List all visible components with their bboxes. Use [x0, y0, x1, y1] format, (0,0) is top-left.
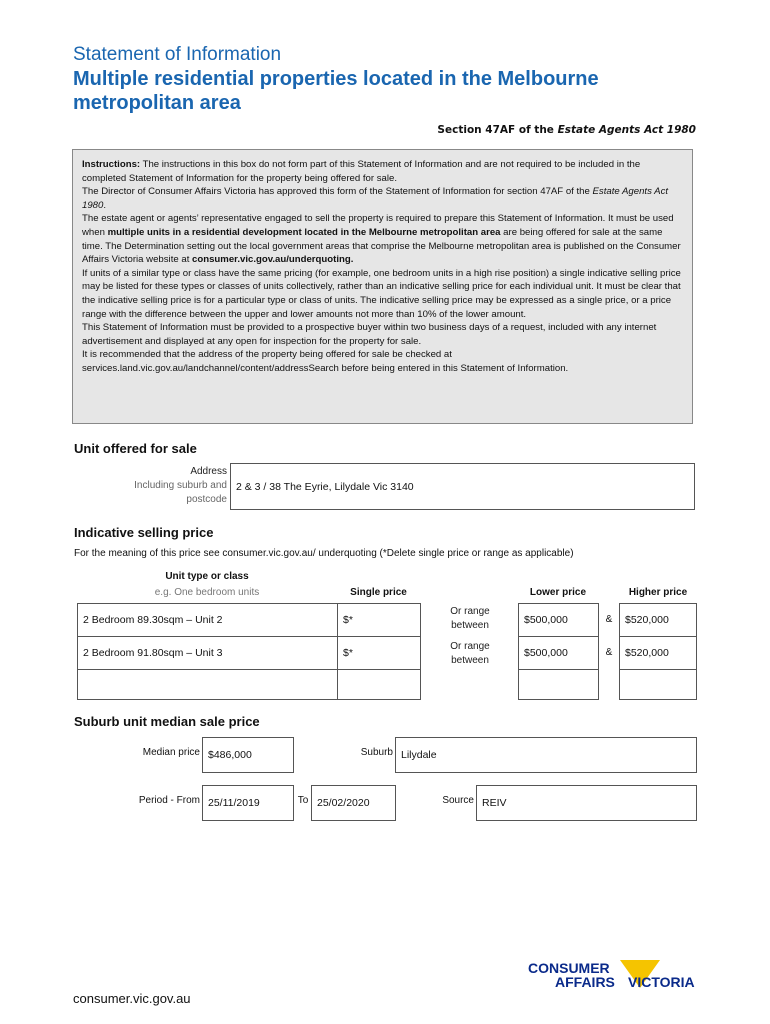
higher-price-field-2[interactable]	[619, 636, 697, 670]
single-price-field-1[interactable]	[337, 603, 421, 637]
unit-offered-heading: Unit offered for sale	[74, 441, 197, 456]
col-single-header: Single price	[350, 587, 407, 598]
address-field[interactable]	[230, 463, 695, 510]
instructions-p3-a: The estate agent or agents’ representative engaged to sell the property is required to prepare this Statement of Information. It must be used when	[82, 213, 674, 238]
instructions-p1	[82, 158, 683, 185]
col-unit-header: Unit type or class	[165, 571, 249, 582]
between-text-1: between	[451, 620, 489, 631]
source-value: REIV	[482, 797, 507, 809]
or-range-text-1: Or range	[450, 606, 490, 617]
period-from-value: 25/11/2019	[208, 797, 260, 809]
instructions-p4: If units of a similar type or class have the same pricing (for example, one bedroom units in a high rise position) a single indicative selling price may be listed for these types or classes of units collectively, rather than an indicative selling price for each individual unit. It must be clear that the indicative selling price is for a particular type or class of units. The indicative selling price may be expressed as a single price, or a price range with the difference between the upper and lower amounts not more than 10% of the lower amount.	[82, 267, 681, 320]
instructions-p1-text: The instructions in this box do not form part of this Statement of Information and are not required to be included in the completed Statement of Information for the property being offered for sale.	[82, 159, 641, 184]
suburb-label: Suburb	[360, 747, 393, 758]
form-title: Statement of Information	[73, 44, 282, 65]
or-range-text-2: Or range	[450, 641, 490, 652]
indicative-note: For the meaning of this price see consumer.vic.gov.au/ underquoting (*Delete single price or range as applicable)	[74, 548, 574, 559]
address-label-block	[100, 465, 227, 507]
svg-text:VICTORIA: VICTORIA	[628, 974, 695, 990]
unit-type-field-1[interactable]	[77, 603, 338, 637]
instructions-label: Instructions:	[82, 159, 141, 170]
median-price-label: Median price	[142, 747, 200, 758]
lower-price-field-3[interactable]	[518, 669, 599, 700]
instructions-p3	[82, 212, 683, 266]
svg-text:AFFAIRS: AFFAIRS	[555, 974, 615, 990]
consumer-affairs-victoria-logo	[528, 958, 708, 998]
instructions-p6: It is recommended that the address of the property being offered for sale be checked at services.land.vic.gov.au/landchannel/content/addressSearch before being entered in this Statement of Information.	[82, 349, 569, 374]
period-to-label: To	[297, 795, 309, 806]
suburb-value: Lilydale	[401, 749, 437, 761]
higher-price-value-2: $520,000	[625, 647, 669, 659]
unit-type-field-2[interactable]	[77, 636, 338, 670]
address-value: 2 & 3 / 38 The Eyrie, Lilydale Vic 3140	[236, 480, 414, 493]
lower-price-field-2[interactable]	[518, 636, 599, 670]
underquoting-link[interactable]: consumer.vic.gov.au/underquoting.	[192, 254, 354, 266]
col-higher-header: Higher price	[628, 587, 688, 598]
unit-type-value-1: 2 Bedroom 89.30sqm – Unit 2	[83, 614, 223, 626]
unit-type-field-3[interactable]	[77, 669, 338, 700]
instructions-p2-text: The Director of Consumer Affairs Victoria has approved this form of the Statement of Information for section 47AF of the	[82, 186, 593, 198]
between-text-2: between	[451, 655, 489, 666]
median-price-field[interactable]	[202, 737, 294, 773]
period-from-field[interactable]	[202, 785, 294, 821]
lower-price-value-1: $500,000	[524, 614, 568, 626]
address-sublabel-2: postcode	[186, 494, 227, 505]
instructions-p5: This Statement of Information must be provided to a prospective buyer within two business days of a request, included with any internet advertisement and displayed at any open for inspection for the property for sale.	[82, 322, 657, 347]
instructions-p2-act: Estate Agents Act 1980	[82, 186, 669, 211]
address-label: Address	[190, 466, 227, 477]
single-price-field-2[interactable]	[337, 636, 421, 670]
unit-type-value-2: 2 Bedroom 91.80sqm – Unit 3	[83, 647, 223, 659]
instructions-p2-end: .	[103, 199, 107, 211]
single-price-value-1: $*	[343, 614, 353, 626]
svg-text:CONSUMER: CONSUMER	[528, 960, 610, 976]
amp-2: &	[605, 647, 613, 658]
single-price-field-3[interactable]	[337, 669, 421, 700]
higher-price-field-1[interactable]	[619, 603, 697, 637]
period-to-field[interactable]	[311, 785, 396, 821]
median-price-value: $486,000	[208, 749, 252, 761]
address-sublabel-1: Including suburb and	[134, 480, 227, 491]
cav-logo-icon	[528, 958, 708, 998]
or-range-label-1	[424, 605, 516, 633]
col-unit-example: e.g. One bedroom units	[154, 587, 260, 598]
suburb-field[interactable]	[395, 737, 697, 773]
section-prefix: Section 47AF of the	[437, 124, 558, 136]
footer-url[interactable]: consumer.vic.gov.au	[73, 991, 191, 1006]
section-act: Estate Agents Act 1980	[557, 124, 696, 136]
indicative-heading: Indicative selling price	[74, 525, 214, 540]
instructions-p3-bold: multiple units in a residential development located in the Melbourne metropolitan area	[107, 226, 501, 238]
form-subtitle: Multiple residential properties located in the Melbourne metropolitan area	[73, 68, 599, 114]
higher-price-field-3[interactable]	[619, 669, 697, 700]
lower-price-field-1[interactable]	[518, 603, 599, 637]
instructions-p3-b: are being offered for sale at the same time. The Determination setting out the local government areas that comprise the Melbourne metropolitan area is published on the Consumer Affairs Victoria website at	[82, 226, 681, 266]
period-to-value: 25/02/2020	[317, 797, 370, 809]
col-lower-header: Lower price	[529, 587, 587, 598]
instructions-p2	[82, 185, 683, 212]
period-from-label: Period - From	[138, 795, 200, 806]
single-price-value-2: $*	[343, 647, 353, 659]
lower-price-value-2: $500,000	[524, 647, 568, 659]
amp-1: &	[605, 614, 613, 625]
instructions-box	[72, 149, 693, 424]
source-field[interactable]	[476, 785, 697, 821]
median-heading: Suburb unit median sale price	[74, 714, 260, 729]
section-reference	[437, 124, 696, 136]
or-range-label-2	[424, 640, 516, 668]
higher-price-value-1: $520,000	[625, 614, 669, 626]
source-label: Source	[442, 795, 474, 806]
